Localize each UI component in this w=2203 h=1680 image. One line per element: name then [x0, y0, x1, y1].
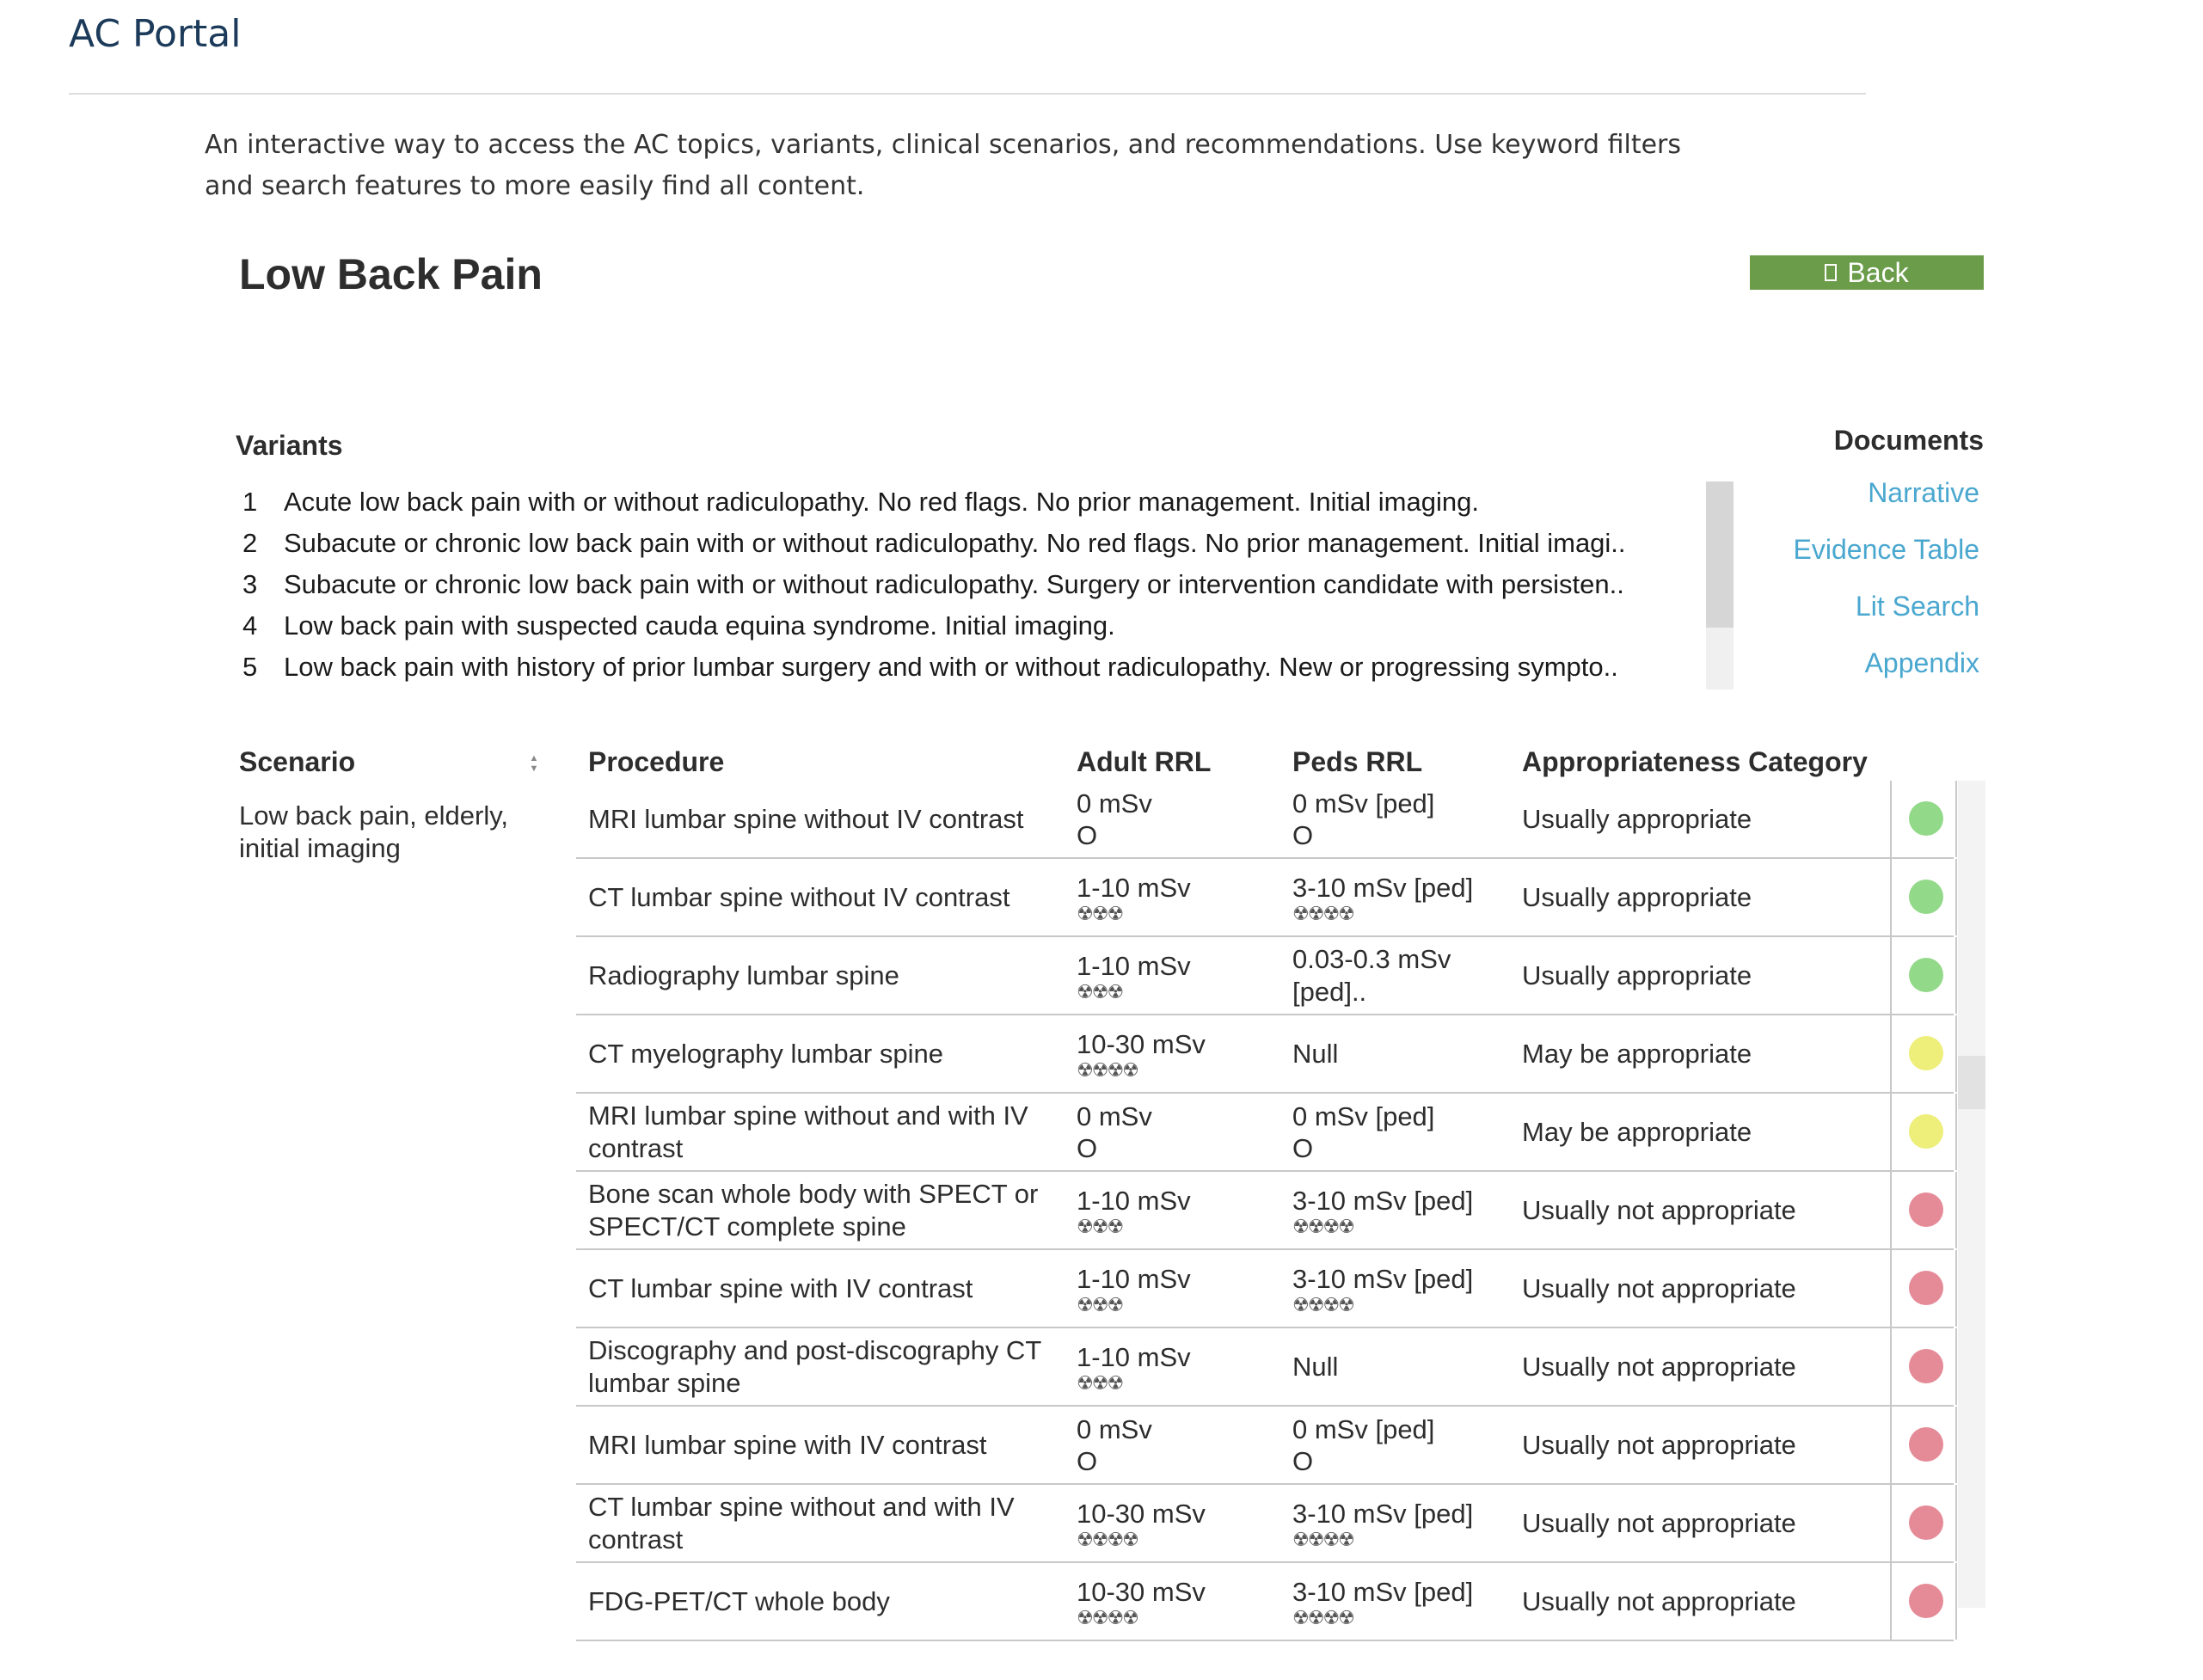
peds-radiation-level: O [1292, 1445, 1314, 1476]
adult-rrl-cell [1077, 1250, 1283, 1327]
adult-rrl-cell [1077, 1094, 1283, 1170]
page-title: Low Back Pain [239, 250, 543, 298]
back-icon [1825, 264, 1837, 281]
variants-list [236, 481, 1706, 690]
variant-number: 2 [242, 528, 258, 558]
procedure-cell [588, 1407, 1066, 1483]
procedure-cell [588, 1172, 1066, 1248]
status-cell [1890, 1015, 1957, 1092]
peds-radiation-level: O [1292, 819, 1314, 850]
variant-number: 3 [242, 569, 258, 599]
adult-radiation-level: ☢☢☢☢ [1077, 1058, 1138, 1081]
documents-heading: Documents [1833, 425, 1984, 456]
procedure-cell [588, 781, 1066, 857]
peds-rrl-cell [1292, 1250, 1507, 1327]
adult-radiation-level: ☢☢☢ [1077, 902, 1123, 924]
category-cell [1522, 1015, 1892, 1092]
status-cell [1890, 1250, 1957, 1327]
peds-radiation-level: ☢☢☢☢ [1292, 902, 1353, 924]
procedure-name: CT lumbar spine without IV contrast [588, 881, 1010, 912]
adult-dose: 1-10 mSv [1077, 872, 1191, 903]
table-row[interactable] [576, 1485, 1954, 1563]
table-row[interactable] [576, 937, 1954, 1015]
variant-number: 1 [242, 487, 258, 517]
category-cell [1522, 1172, 1892, 1248]
procedure-name: CT myelography lumbar spine [588, 1038, 943, 1069]
peds-rrl-cell [1292, 1328, 1507, 1405]
header-divider [69, 93, 1866, 95]
peds-dose: 0 mSv [ped] [1292, 788, 1435, 819]
variants-scrollbar[interactable] [1706, 481, 1734, 690]
peds-dose: 0.03-0.3 mSv [ped].. [1292, 943, 1451, 1007]
table-scroll-thumb[interactable] [1958, 1056, 1985, 1109]
appropriateness-category: Usually appropriate [1522, 960, 1752, 990]
status-cell [1890, 1407, 1957, 1483]
procedure-cell [588, 1250, 1066, 1327]
lit-search-link[interactable]: Lit Search [1855, 591, 1979, 622]
adult-dose: 0 mSv [1077, 1101, 1152, 1131]
adult-radiation-level: O [1077, 819, 1098, 850]
variant-text: Subacute or chronic low back pain with or without radiculopathy. Surgery or intervention candidate with persisten.. [284, 569, 1624, 599]
intro-text: An interactive way to access the AC topics, variants, clinical scenarios, and recommendations. Use keyword filters and search features to more easily find all content. [205, 130, 1682, 201]
peds-dose: 3-10 mSv [ped] [1292, 1498, 1474, 1529]
narrative-link[interactable]: Narrative [1868, 477, 1979, 508]
table-row[interactable] [576, 1172, 1954, 1250]
status-dot-icon [1909, 880, 1943, 914]
adult-radiation-level: ☢☢☢ [1077, 1215, 1123, 1237]
table-row[interactable] [576, 1015, 1954, 1094]
procedure-cell [588, 1563, 1066, 1640]
procedure-cell [588, 1328, 1066, 1405]
scenario-text: Low back pain, elderly, initial imaging [239, 800, 509, 863]
adult-rrl-cell [1077, 1485, 1283, 1561]
variants-scroll-thumb[interactable] [1706, 481, 1734, 628]
adult-dose: 1-10 mSv [1077, 950, 1191, 981]
adult-rrl-cell [1077, 937, 1283, 1014]
adult-dose: 10-30 mSv [1077, 1576, 1206, 1607]
table-row[interactable] [576, 1094, 1954, 1172]
category-cell [1522, 1485, 1892, 1561]
appropriateness-category: Usually appropriate [1522, 803, 1752, 834]
peds-radiation-level: ☢☢☢☢ [1292, 1606, 1353, 1628]
peds-rrl-header: Peds RRL [1292, 746, 1423, 777]
peds-rrl-cell [1292, 1172, 1507, 1248]
appropriateness-category: May be appropriate [1522, 1038, 1752, 1069]
scenario-header[interactable]: Scenario [239, 746, 356, 777]
variant-number: 5 [242, 652, 258, 682]
evidence-table-link[interactable]: Evidence Table [1793, 534, 1979, 565]
procedure-cell [588, 1485, 1066, 1561]
variant-number: 4 [242, 610, 258, 641]
adult-rrl-cell [1077, 1172, 1283, 1248]
app-title: AC Portal [69, 12, 242, 56]
procedure-name: MRI lumbar spine with IV contrast [588, 1429, 987, 1460]
table-row[interactable] [576, 1407, 1954, 1485]
appendix-link[interactable]: Appendix [1864, 647, 1979, 678]
adult-rrl-cell [1077, 859, 1283, 935]
adult-radiation-level: ☢☢☢ [1077, 1371, 1123, 1394]
variants-heading: Variants [236, 430, 343, 461]
peds-rrl-cell [1292, 1407, 1507, 1483]
procedure-name: Bone scan whole body with SPECT or SPECT/CT complete spine [588, 1178, 1039, 1242]
procedure-cell [588, 1094, 1066, 1170]
procedure-name: CT lumbar spine without and with IV contrast [588, 1491, 1015, 1554]
category-cell [1522, 1250, 1892, 1327]
appropriateness-category: Usually not appropriate [1522, 1194, 1796, 1225]
procedure-name: Radiography lumbar spine [588, 960, 899, 990]
status-cell [1890, 781, 1957, 857]
variant-item[interactable] [236, 647, 1706, 688]
adult-dose: 0 mSv [1077, 1413, 1152, 1444]
status-dot-icon [1909, 1114, 1943, 1149]
category-cell [1522, 781, 1892, 857]
adult-radiation-level: ☢☢☢ [1077, 980, 1123, 1002]
adult-rrl-header: Adult RRL [1077, 746, 1212, 777]
adult-dose: 10-30 mSv [1077, 1498, 1206, 1529]
procedure-cell [588, 937, 1066, 1014]
variant-text: Low back pain with history of prior lumbar surgery and with or without radiculopathy. New or progressing sympto.. [284, 652, 1618, 682]
peds-radiation-level: ☢☢☢☢ [1292, 1293, 1353, 1315]
status-dot-icon [1909, 958, 1943, 992]
status-dot-icon [1909, 1427, 1943, 1462]
adult-dose: 1-10 mSv [1077, 1185, 1191, 1216]
peds-rrl-cell [1292, 1563, 1507, 1640]
status-dot-icon [1909, 1193, 1943, 1227]
peds-dose: 3-10 mSv [ped] [1292, 1576, 1474, 1607]
adult-radiation-level: ☢☢☢☢ [1077, 1528, 1138, 1550]
peds-radiation-level: O [1292, 1132, 1314, 1163]
appropriateness-header: Appropriateness Category [1522, 746, 1868, 777]
status-dot-icon [1909, 1584, 1943, 1618]
adult-dose: 10-30 mSv [1077, 1028, 1206, 1059]
variant-item[interactable] [236, 481, 1706, 523]
status-cell [1890, 937, 1957, 1014]
adult-radiation-level: ☢☢☢ [1077, 1293, 1123, 1315]
adult-radiation-level: O [1077, 1445, 1098, 1476]
back-button[interactable] [1750, 255, 1984, 290]
appropriateness-category: Usually not appropriate [1522, 1272, 1796, 1303]
peds-rrl-cell [1292, 1094, 1507, 1170]
peds-dose: 0 mSv [ped] [1292, 1101, 1435, 1131]
adult-dose: 1-10 mSv [1077, 1341, 1191, 1372]
appropriateness-category: Usually not appropriate [1522, 1429, 1796, 1460]
adult-rrl-cell [1077, 1015, 1283, 1092]
variant-text: Subacute or chronic low back pain with or without radiculopathy. No red flags. No prior management. Initial imagi.. [284, 528, 1626, 558]
peds-rrl-cell [1292, 781, 1507, 857]
peds-dose: 3-10 mSv [ped] [1292, 872, 1474, 903]
appropriateness-category: Usually appropriate [1522, 881, 1752, 912]
status-cell [1890, 1563, 1957, 1640]
peds-rrl-cell [1292, 1485, 1507, 1561]
table-row[interactable] [576, 1250, 1954, 1328]
status-cell [1890, 1485, 1957, 1561]
peds-dose: 0 mSv [ped] [1292, 1413, 1435, 1444]
appropriateness-category: Usually not appropriate [1522, 1351, 1796, 1382]
variant-item[interactable] [236, 523, 1706, 564]
category-cell [1522, 1563, 1892, 1640]
procedure-header: Procedure [588, 746, 725, 777]
back-button-label: Back [1847, 257, 1909, 288]
variant-item[interactable] [236, 564, 1706, 605]
status-dot-icon [1909, 1505, 1943, 1540]
adult-dose: 0 mSv [1077, 788, 1152, 819]
category-cell [1522, 1407, 1892, 1483]
appropriateness-category: Usually not appropriate [1522, 1585, 1796, 1616]
table-row[interactable] [576, 1328, 1954, 1407]
peds-radiation-level: ☢☢☢☢ [1292, 1215, 1353, 1237]
adult-dose: 1-10 mSv [1077, 1263, 1191, 1294]
procedure-cell [588, 1015, 1066, 1092]
status-dot-icon [1909, 1349, 1943, 1383]
category-cell [1522, 1328, 1892, 1405]
peds-dose: 3-10 mSv [ped] [1292, 1263, 1474, 1294]
adult-rrl-cell [1077, 781, 1283, 857]
status-cell [1890, 859, 1957, 935]
procedure-name: Discography and post-discography CT lumbar spine [588, 1334, 1041, 1398]
category-cell [1522, 859, 1892, 935]
peds-dose: Null [1292, 1351, 1339, 1382]
procedure-name: CT lumbar spine with IV contrast [588, 1272, 973, 1303]
category-cell [1522, 937, 1892, 1014]
procedure-cell [588, 859, 1066, 935]
table-scrollbar[interactable] [1958, 781, 1985, 1608]
category-cell [1522, 1094, 1892, 1170]
table-row[interactable] [576, 781, 1954, 859]
peds-dose: Null [1292, 1038, 1339, 1069]
peds-dose: 3-10 mSv [ped] [1292, 1185, 1474, 1216]
status-cell [1890, 1172, 1957, 1248]
adult-rrl-cell [1077, 1328, 1283, 1405]
appropriateness-category: May be appropriate [1522, 1116, 1752, 1147]
adult-rrl-cell [1077, 1563, 1283, 1640]
appropriateness-category: Usually not appropriate [1522, 1507, 1796, 1538]
peds-rrl-cell [1292, 937, 1507, 1014]
status-dot-icon [1909, 1271, 1943, 1305]
procedure-name: FDG-PET/CT whole body [588, 1585, 890, 1616]
procedure-name: MRI lumbar spine without IV contrast [588, 803, 1024, 834]
status-dot-icon [1909, 1036, 1943, 1070]
status-cell [1890, 1094, 1957, 1170]
procedures-table [576, 781, 1954, 1628]
status-cell [1890, 1328, 1957, 1405]
variant-text: Low back pain with suspected cauda equina syndrome. Initial imaging. [284, 610, 1115, 641]
variant-item[interactable] [236, 605, 1706, 647]
peds-radiation-level: ☢☢☢☢ [1292, 1528, 1353, 1550]
peds-rrl-cell [1292, 1015, 1507, 1092]
adult-radiation-level: ☢☢☢☢ [1077, 1606, 1138, 1628]
adult-radiation-level: O [1077, 1132, 1098, 1163]
sort-az-icon[interactable]: ▲ ▼ [529, 753, 539, 774]
table-row[interactable] [576, 1563, 1954, 1641]
table-row[interactable] [576, 859, 1954, 937]
variant-text: Acute low back pain with or without radiculopathy. No red flags. No prior management. Initial imaging. [284, 487, 1479, 517]
procedure-name: MRI lumbar spine without and with IV contrast [588, 1100, 1028, 1163]
adult-rrl-cell [1077, 1407, 1283, 1483]
status-dot-icon [1909, 801, 1943, 836]
peds-rrl-cell [1292, 859, 1507, 935]
